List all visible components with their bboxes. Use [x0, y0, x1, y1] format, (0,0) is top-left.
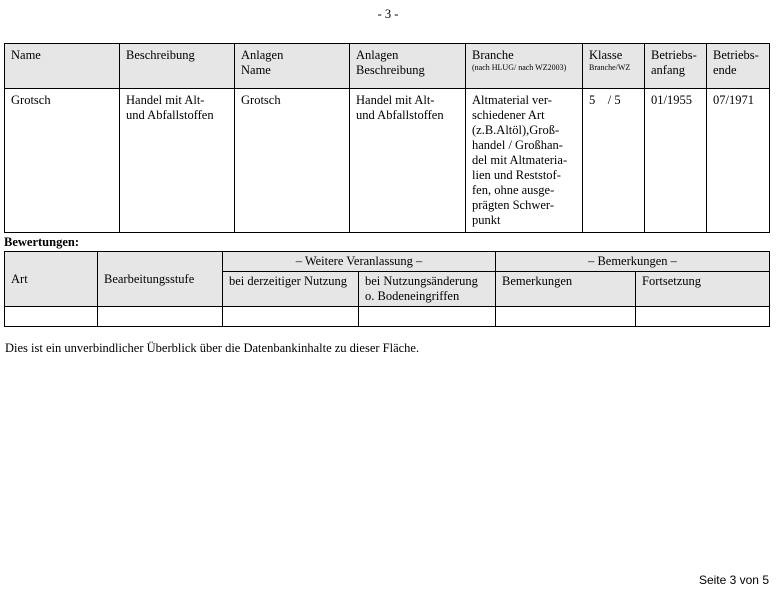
header-klasse-sub: Branche/WZ: [589, 63, 631, 72]
cell-name: Grotsch: [5, 89, 120, 233]
header-branche: [466, 44, 583, 89]
header-derzeitige-nutzung: bei derzeitiger Nutzung: [223, 272, 359, 307]
empty-cell: [359, 307, 496, 327]
table-row: [5, 89, 770, 233]
header-anlagen-name: Anlagen Name: [235, 44, 350, 89]
header-klasse: [583, 44, 645, 89]
empty-cell: [496, 307, 636, 327]
header-art: Art: [5, 252, 98, 307]
disclaimer-note: Dies ist ein unverbindlicher Überblick über die Datenbankinhalte zu dieser Fläche.: [5, 341, 420, 355]
facility-table: [4, 43, 770, 233]
header-bearbeitungsstufe: Bearbeitungsstufe: [98, 252, 223, 307]
table-row: [5, 307, 770, 327]
cell-betriebsanfang: 01/1955: [645, 89, 707, 233]
group-bemerkungen: – Bemerkungen –: [496, 252, 770, 272]
cell-branche: Altmaterial ver- schiedener Art (z.B.Altöl),Groß- handel / Großhan- del mit Altmateria- lien und Reststof- fen, ohne ausge- prägten Schwer- punkt: [466, 89, 583, 233]
header-betriebsanfang: Betriebs- anfang: [645, 44, 707, 89]
header-fortsetzung: Fortsetzung: [636, 272, 770, 307]
page-footer: Seite 3 von 5: [698, 573, 769, 587]
bewertungen-title: Bewertungen:: [4, 235, 79, 249]
bewertungen-header-row: [5, 252, 770, 272]
bewertungen-table: [4, 251, 770, 327]
page-marker: - 3 -: [377, 7, 399, 21]
group-weitere-veranlassung: – Weitere Veranlassung –: [223, 252, 496, 272]
header-betriebsende: Betriebs- ende: [707, 44, 770, 89]
header-beschreibung: Beschreibung: [120, 44, 235, 89]
header-branche-label: Branche: [472, 48, 514, 62]
header-name: Name: [5, 44, 120, 89]
cell-klasse: 5 / 5: [583, 89, 645, 233]
empty-cell: [636, 307, 770, 327]
cell-anlagen-name: Grotsch: [235, 89, 350, 233]
empty-cell: [5, 307, 98, 327]
header-branche-sub: (nach HLUG/ nach WZ2003): [472, 63, 567, 72]
empty-cell: [223, 307, 359, 327]
empty-cell: [98, 307, 223, 327]
table-header-row: [5, 44, 770, 89]
header-klasse-label: Klasse: [589, 48, 623, 62]
header-nutzungsaenderung: bei Nutzungsänderung o. Bodeneingriffen: [359, 272, 496, 307]
cell-betriebsende: 07/1971: [707, 89, 770, 233]
header-bemerkungen: Bemerkungen: [496, 272, 636, 307]
cell-anlagen-beschreibung: Handel mit Alt- und Abfallstoffen: [350, 89, 466, 233]
cell-beschreibung: Handel mit Alt- und Abfallstoffen: [120, 89, 235, 233]
header-anlagen-beschreibung: Anlagen Beschreibung: [350, 44, 466, 89]
